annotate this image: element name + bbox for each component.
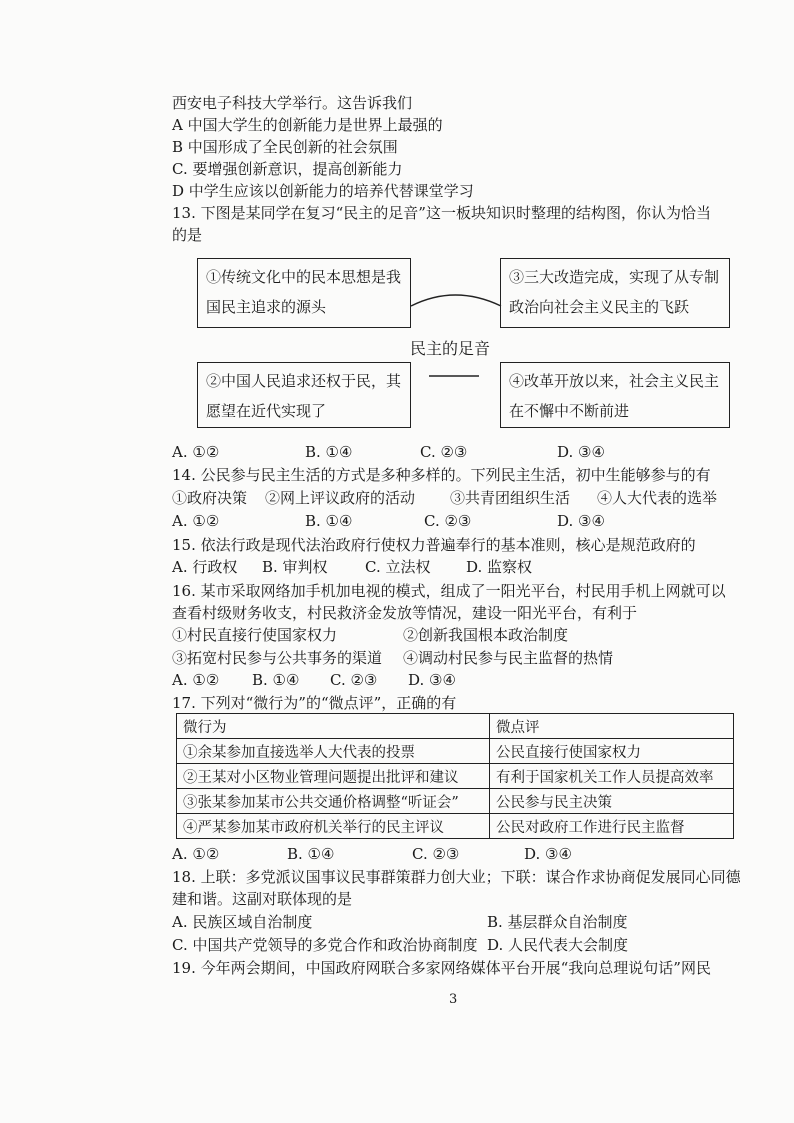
table-row bbox=[177, 764, 734, 789]
q13-answer-a: A. ①② bbox=[172, 443, 220, 461]
q14-answer-d: D. ③④ bbox=[557, 512, 605, 530]
q18-answer-c: C. 中国共产党领导的多党合作和政治协商制度 bbox=[172, 936, 478, 954]
q17-answer-c: C. ②③ bbox=[412, 845, 460, 863]
q16-stem: 16. 某市采取网络加手机加电视的模式，组成了一阳光平台，村民用手机上网就可以 bbox=[172, 582, 726, 600]
q18-answer-d: D. 人民代表大会制度 bbox=[487, 936, 629, 954]
box-1-line-2: 国民主追求的源头 bbox=[206, 298, 327, 316]
intro-option-c: C. 要增强创新意识，提高创新能力 bbox=[172, 160, 403, 178]
table-header-comment: 微点评 bbox=[490, 714, 734, 739]
q15-answer-a: A. 行政权 bbox=[172, 558, 238, 576]
q18-stem: 18. 上联：多党派议国事议民事群策群力创大业；下联：谋合作求协商促发展同心同德 bbox=[172, 868, 741, 886]
table-cell: 公民直接行使国家权力 bbox=[490, 739, 734, 764]
q16-stem-2: 查看村级财务收支，村民救济金发放等情况，建设一阳光平台，有利于 bbox=[172, 604, 638, 622]
q14-item-3: ③共青团组织生活 bbox=[450, 489, 571, 507]
q14-answer-a: A. ①② bbox=[172, 512, 220, 530]
q19-stem: 19. 今年两会期间，中国政府网联合多家网络媒体平台开展“我向总理说句话”网民 bbox=[172, 959, 711, 977]
q18-answer-b: B. 基层群众自治制度 bbox=[487, 913, 628, 931]
diagram-box-1 bbox=[197, 258, 411, 328]
q16-answer-c: C. ②③ bbox=[330, 671, 378, 689]
q13-answer-c: C. ②③ bbox=[420, 443, 468, 461]
q17-stem: 17. 下列对“微行为”的“微点评”，正确的有 bbox=[172, 694, 457, 712]
q16-item-3: ③拓宽村民参与公共事务的渠道 bbox=[172, 649, 383, 667]
q16-item-1: ①村民直接行使国家权力 bbox=[172, 626, 338, 644]
q13-stem: 13. 下图是某同学在复习“民主的足音”这一板块知识时整理的结构图，你认为恰当 bbox=[172, 204, 711, 222]
box-1-line-1: ①传统文化中的民本思想是我 bbox=[206, 268, 402, 286]
box-2-line-2: 愿望在近代实现了 bbox=[206, 402, 327, 420]
q14-answer-c: C. ②③ bbox=[424, 512, 472, 530]
q14-item-2: ②网上评议政府的活动 bbox=[265, 489, 416, 507]
box-4-line-2: 在不懈中不断前进 bbox=[509, 402, 630, 420]
q15-answer-c: C. 立法权 bbox=[365, 558, 431, 576]
q14-stem: 14. 公民参与民主生活的方式是多种多样的。下列民主生活，初中生能够参与的有 bbox=[172, 466, 711, 484]
box-2-line-1: ②中国人民追求还权于民，其 bbox=[206, 372, 402, 390]
table-row bbox=[177, 814, 734, 839]
q15-stem: 15. 依法行政是现代法治政府行使权力普遍奉行的基本准则，核心是规范政府的 bbox=[172, 536, 696, 554]
diagram-box-4 bbox=[500, 362, 730, 428]
q17-answer-d: D. ③④ bbox=[524, 845, 572, 863]
q13-answer-d: D. ③④ bbox=[557, 443, 605, 461]
q17-answer-a: A. ①② bbox=[172, 845, 220, 863]
q17-table bbox=[176, 713, 734, 839]
q16-answer-b: B. ①④ bbox=[252, 671, 300, 689]
table-header-row bbox=[177, 714, 734, 739]
intro-option-a: A 中国大学生的创新能力是世界上最强的 bbox=[172, 116, 443, 134]
table-cell: ①余某参加直接选举人大代表的投票 bbox=[177, 739, 490, 764]
q16-item-2: ②创新我国根本政治制度 bbox=[403, 626, 569, 644]
q15-answer-d: D. 监察权 bbox=[466, 558, 533, 576]
q14-item-4: ④人大代表的选举 bbox=[597, 489, 718, 507]
q16-answer-d: D. ③④ bbox=[408, 671, 456, 689]
intro-option-b: B 中国形成了全民创新的社会氛围 bbox=[172, 138, 398, 156]
box-3-line-2: 政治向社会主义民主的飞跃 bbox=[509, 298, 690, 316]
intro-option-d: D 中学生应该以创新能力的培养代替课堂学习 bbox=[172, 182, 474, 200]
diagram-box-2 bbox=[197, 362, 411, 428]
diagram-center-label: 民主的足音 bbox=[410, 339, 491, 358]
q14-answer-b: B. ①④ bbox=[305, 512, 353, 530]
page-number: 3 bbox=[449, 992, 458, 1007]
table-cell: ③张某参加某市公共交通价格调整“听证会” bbox=[177, 789, 490, 814]
table-cell: 有利于国家机关工作人员提高效率 bbox=[490, 764, 734, 789]
diagram-box-3 bbox=[500, 258, 730, 328]
q18-stem-2: 建和谐。这副对联体现的是 bbox=[172, 890, 353, 908]
table-header-behavior: 微行为 bbox=[177, 714, 490, 739]
q16-item-4: ④调动村民参与民主监督的热情 bbox=[403, 649, 614, 667]
table-cell: 公民参与民主决策 bbox=[490, 789, 734, 814]
q14-item-1: ①政府决策 bbox=[172, 489, 248, 507]
intro-line: 西安电子科技大学举行。这告诉我们 bbox=[172, 94, 413, 112]
box-3-line-1: ③三大改造完成，实现了从专制 bbox=[509, 268, 720, 286]
q13-answer-b: B. ①④ bbox=[305, 443, 353, 461]
table-cell: ②王某对小区物业管理问题提出批评和建议 bbox=[177, 764, 490, 789]
q15-answer-b: B. 审判权 bbox=[262, 558, 328, 576]
table-cell: ④严某参加某市政府机关举行的民主评议 bbox=[177, 814, 490, 839]
table-cell: 公民对政府工作进行民主监督 bbox=[490, 814, 734, 839]
table-row bbox=[177, 739, 734, 764]
q18-answer-a: A. 民族区域自治制度 bbox=[172, 913, 313, 931]
q17-answer-b: B. ①④ bbox=[287, 845, 335, 863]
box-4-line-1: ④改革开放以来，社会主义民主 bbox=[509, 372, 720, 390]
table-row bbox=[177, 789, 734, 814]
q13-stem-2: 的是 bbox=[172, 226, 203, 244]
q16-answer-a: A. ①② bbox=[172, 671, 220, 689]
